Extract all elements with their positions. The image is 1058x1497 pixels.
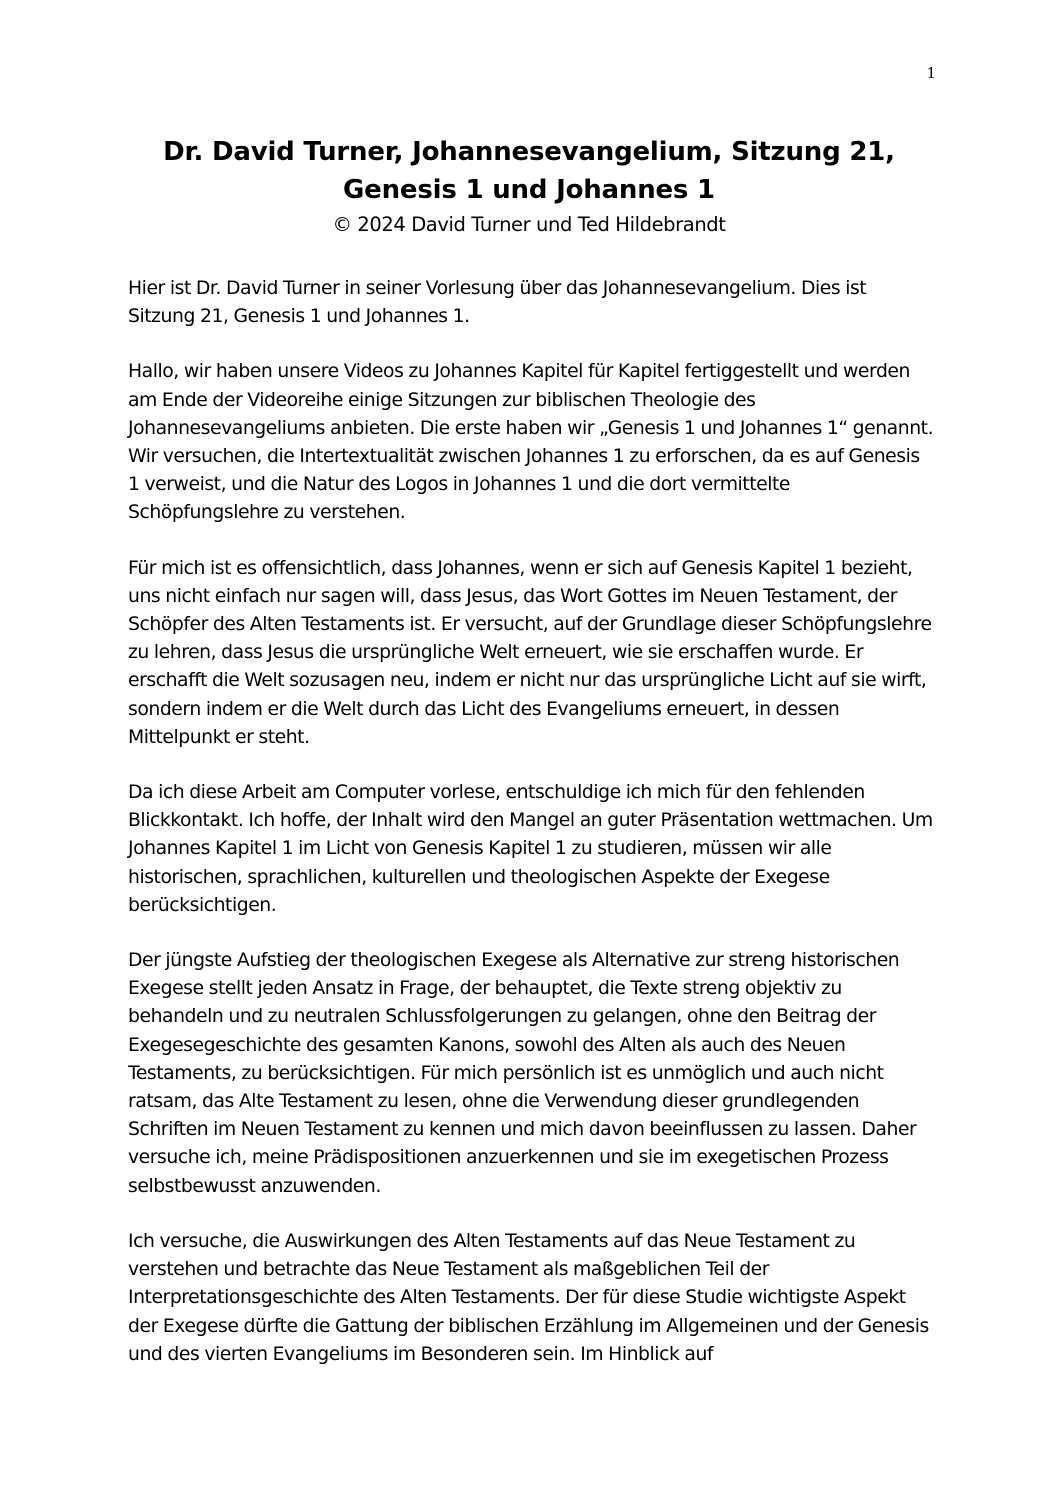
document-title [120, 133, 938, 209]
paragraph: Da ich diese Arbeit am Computer vorlese, entschuldige ich mich für den fehlenden Blickkontakt. Ich hoffe, der Inhalt wird den Mangel an guter Präsentation wettmachen. Um Johannes Kapitel 1 im Licht von Genesis Kapitel 1 zu studieren, müssen wir alle historischen, sprachlichen, kulturellen und theologischen Aspekte der Exegese berücksichtigen. [128, 782, 933, 916]
page-number: 1 [926, 64, 936, 82]
title-line-1: Dr. David Turner, Johannesevangelium, Sitzung 21, [163, 137, 895, 167]
paragraph: Ich versuche, die Auswirkungen des Alten Testaments auf das Neue Testament zu verstehen und betrachte das Neue Testament als maßgeblichen Teil der Interpretationsgeschichte des Alten Testaments. Der für diese Studie wichtigste Aspekt der Exegese dürfte die Gattung der biblischen Erzählung im Allgemeinen und der Genesis und des vierten Evangeliums im Besonderen sein. Im Hinblick auf [128, 1230, 929, 1365]
title-line-2: Genesis 1 und Johannes 1 [343, 175, 715, 205]
paragraph: Für mich ist es offensichtlich, dass Johannes, wenn er sich auf Genesis Kapitel 1 bezieht, uns nicht einfach nur sagen will, dass Jesus, das Wort Gottes im Neuen Testament, der Schöpfer des Alten Testaments ist. Er versucht, auf der Grundlage dieser Schöpfungslehre zu lehren, dass Jesus die ursprüngliche Welt erneuert, wie sie erschaffen wurde. Er erschafft die Welt sozusagen neu, indem er nicht nur das ursprüngliche Licht auf sie wirft, sondern indem er die Welt durch das Licht des Evangeliums erneuert, in dessen Mittelpunkt er steht. [128, 557, 932, 748]
copyright-line: © 2024 David Turner und Ted Hildebrandt [332, 213, 726, 236]
document-body [128, 275, 936, 1396]
paragraph: Hallo, wir haben unsere Videos zu Johannes Kapitel für Kapitel fertiggestellt und werden am Ende der Videoreihe einige Sitzungen zur biblischen Theologie des Johannesevangeliums anbieten. Die erste haben wir „Genesis 1 und Johannes 1“ genannt. Wir versuchen, die Intertextualität zwischen Johannes 1 zu erforschen, da es auf Genesis 1 verweist, und die Natur des Logos in Johannes 1 und die dort vermittelte Schöpfungslehre zu verstehen. [128, 361, 934, 524]
paragraph: Hier ist Dr. David Turner in seiner Vorlesung über das Johannesevangelium. Dies ist Sitzung 21, Genesis 1 und Johannes 1. [128, 278, 867, 328]
paragraph: Der jüngste Aufstieg der theologischen Exegese als Alternative zur streng historischen Exegese stellt jeden Ansatz in Frage, der behauptet, die Texte streng objektiv zu behandeln und zu neutralen Schlussfolgerungen zu gelangen, ohne den Beitrag der Exegesegeschichte des gesamten Kanons, sowohl des Alten als auch des Neuen Testaments, zu berücksichtigen. Für mich persönlich ist es unmöglich und auch nicht ratsam, das Alte Testament zu lesen, ohne die Verwendung dieser grundlegenden Schriften im Neuen Testament zu kennen und mich davon beeinflussen zu lassen. Daher versuche ich, meine Prädispositionen anzuerkennen und sie im exegetischen Prozess selbstbewusst anzuwenden. [128, 950, 917, 1197]
document-header [120, 133, 938, 239]
